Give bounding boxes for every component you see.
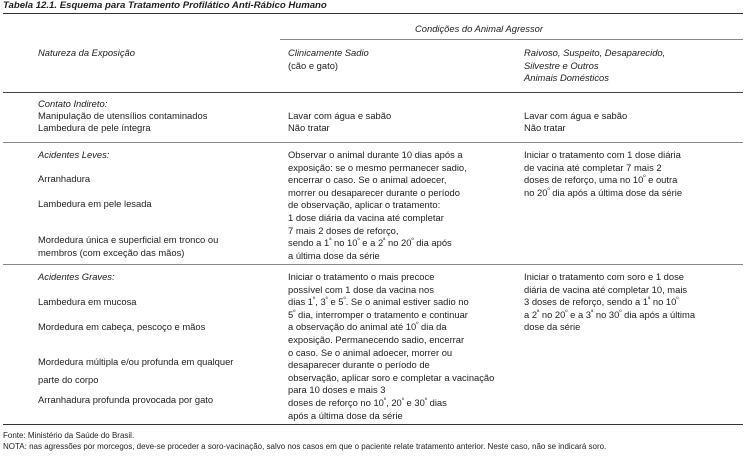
severe-healthy-text: Iniciar o tratamento o mais precoce possível com 1 dose da vacina nos dias $1^º$, $3^º$ e $5^º$. Se o animal estiver sadio no $5^º$ dia, interromper o tratamento e continuar a observação do animal até $10^º$ dia da exposição. Permanecendo sadio, encerrar o caso. Se o animal adoecer, morrer ou desaparecer durante o período de observação, aplicar soro e completar a vacinação para 10 doses e mais 3 doses de reforço no $10^º$, $20^º$ e $30^º$ dias após a última dose da série (288, 271, 495, 421)
indirect-healthy-1: Lavar com água e sabão (288, 110, 392, 121)
bottom-rule (3, 424, 743, 425)
severe-exposure-1: Lambedura em mucosa (38, 296, 137, 307)
table-title: Tabela 12.1. Esquema para Tratamento Profilático Anti-Rábico Humano (3, 0, 327, 11)
indirect-healthy-2: Não tratar (288, 122, 330, 133)
mild-rule (3, 264, 743, 265)
indirect-rule (3, 142, 743, 143)
group-header: Condições do Animal Agressor (415, 23, 544, 34)
mild-exposure-1: Arranhadura (38, 173, 91, 184)
header-rule (3, 92, 743, 93)
mild-rabid-text: Iniciar o tratamento com 1 dose diária de vacina até completar 7 mais 2 doses de reforço, uma no $10^º$ e outra no $20^º$ dia após a última dose da série (524, 149, 683, 198)
indirect-rabid-1: Lavar com água e sabão (524, 110, 628, 121)
col-header-healthy: Clinicamente Sadio (cão e gato) (288, 47, 369, 71)
severe-exposure-3: Mordedura múltipla e/ou profunda em qualquer parte do corpo (38, 356, 234, 385)
indirect-exposure-2: Lambedura de pele íntegra (38, 122, 151, 133)
section-heading-mild: Acidentes Leves: (38, 149, 110, 160)
indirect-exposure-1: Manipulação de utensílios contaminados (38, 110, 208, 121)
col-header-rabid: Raivoso, Suspeito, Desaparecido, Silvestre e Outros Animais Domésticos (524, 47, 666, 84)
title-rule (3, 13, 743, 14)
severe-exposure-4: Arranhadura profunda provocada por gato (38, 394, 214, 405)
footer-note: NOTA: nas agressões por morcegos, deve-se proceder a soro-vacinação, salvo nos casos em que o paciente relate tratamento anterior. Neste caso, não se indicará soro. (3, 442, 607, 451)
mild-exposure-2: Lambedura em pele lesada (38, 198, 152, 209)
mild-healthy-text: Observar o animal durante 10 dias após a exposição: se o mesmo permanecer sadio, encerrar o caso. Se o animal adoecer, morrer ou desaparecer durante o período de observação, aplicar o tratamento: 1 dose diária da vacina até completar 7 mais 2 doses de reforço, sendo a $1^ª$ no $10^º$ e a $2^ª$ no $20^º$ dia após a última dose da série (288, 149, 467, 261)
section-heading-severe: Acidentes Graves: (38, 271, 115, 282)
footer-source: Fonte: Ministério da Saúde do Brasil. (3, 431, 135, 440)
severe-exposure-2: Mordedura em cabeça, pescoço e mãos (38, 321, 206, 332)
section-heading-indirect: Contato Indireto: (38, 98, 108, 109)
group-rule (280, 39, 743, 40)
col-header-exposure: Natureza da Exposição (38, 47, 135, 58)
severe-rabid-text: Iniciar o tratamento com soro e 1 dose diária de vacina até completar 10, mais 3 doses de reforço, sendo a $1^ª$ no $10^º$ a $2^ª$ no $20^º$ e a $3^ª$ no $30^º$ dia após a última dose da série (524, 271, 696, 333)
mild-exposure-3: Mordedura única e superficial em tronco ou membros (com exceção das mãos) (38, 234, 219, 258)
indirect-rabid-2: Não tratar (524, 122, 566, 133)
